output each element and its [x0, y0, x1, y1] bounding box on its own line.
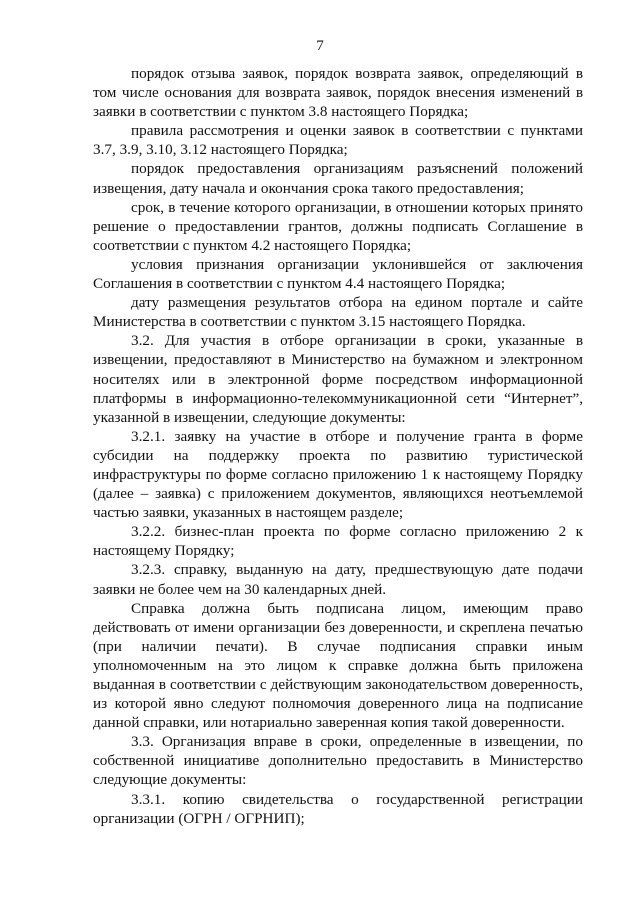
paragraph-3-3: 3.3. Организация вправе в сроки, определенные в извещении, по собственной инициативе дополнительно предоставить в Министерство следующие документы: — [93, 733, 583, 789]
paragraph-3-3-1: 3.3.1. копию свидетельства о государственной регистрации организации (ОГРН / ОГРНИП); — [93, 790, 583, 827]
paragraph-3-2-1: 3.2.1. заявку на участие в отборе и получение гранта в форме субсидии на поддержку проекта по развитию туристической инфраструктуры по форме согласно приложению 1 к настоящему Порядку (далее – заявка) с приложением документов, являющихся неотъемлемой частью заявки, указанных в настоящем разделе; — [93, 427, 583, 522]
paragraph-review-rules: правила рассмотрения и оценки заявок в соответствии с пунктами 3.7, 3.9, 3.10, 3.12 настоящего Порядка; — [93, 122, 583, 159]
document-body — [93, 64, 583, 828]
paragraph-3-2-2: 3.2.2. бизнес-план проекта по форме согласно приложению 2 к настоящему Порядку; — [93, 523, 583, 560]
paragraph-certificate-signature: Справка должна быть подписана лицом, имеющим право действовать от имени организации без доверенности, и скреплена печатью (при наличии печати). В случае подписания справки иным уполномоченным на это лицом к справке должна быть приложена выданная в соответствии с действующим законодательством доверенность, из которой явно следуют полномочия доверенного лица на подписание данной справки, или нотариально заверенная копия такой доверенности. — [93, 599, 583, 732]
paragraph-clarifications: порядок предоставления организациям разъяснений положений извещения, дату начала и окончания срока такого предоставления; — [93, 160, 583, 197]
paragraph-3-2-3: 3.2.3. справку, выданную на дату, предшествующую дате подачи заявки не более чем на 30 календарных дней. — [93, 561, 583, 598]
paragraph-results-date: дату размещения результатов отбора на едином портале и сайте Министерства в соответствии с пунктом 3.15 настоящего Порядка. — [93, 294, 583, 331]
paragraph-evasion-conditions: условия признания организации уклонившейся от заключения Соглашения в соответствии с пунктом 4.4 настоящего Порядка; — [93, 255, 583, 293]
paragraph-agreement-term: срок, в течение которого организации, в отношении которых принято решение о предоставлении грантов, должны подписать Соглашение в соответствии с пунктом 4.2 настоящего Порядка; — [93, 198, 583, 254]
paragraph-3-2: 3.2. Для участия в отборе организации в сроки, указанные в извещении, предоставляют в Министерство на бумажном и электронном носителях или в электронной форме посредством информационной платформы в информационно-телекоммуникационной сети “Интернет”, указанной в извещении, следующие документы: — [93, 332, 583, 426]
paragraph-withdrawal-procedure: порядок отзыва заявок, порядок возврата заявок, определяющий в том числе основания для возврата заявок, порядок внесения изменений в заявки в соответствии с пунктом 3.8 настоящего Порядка; — [93, 65, 583, 121]
page-number: 7 — [316, 37, 324, 54]
